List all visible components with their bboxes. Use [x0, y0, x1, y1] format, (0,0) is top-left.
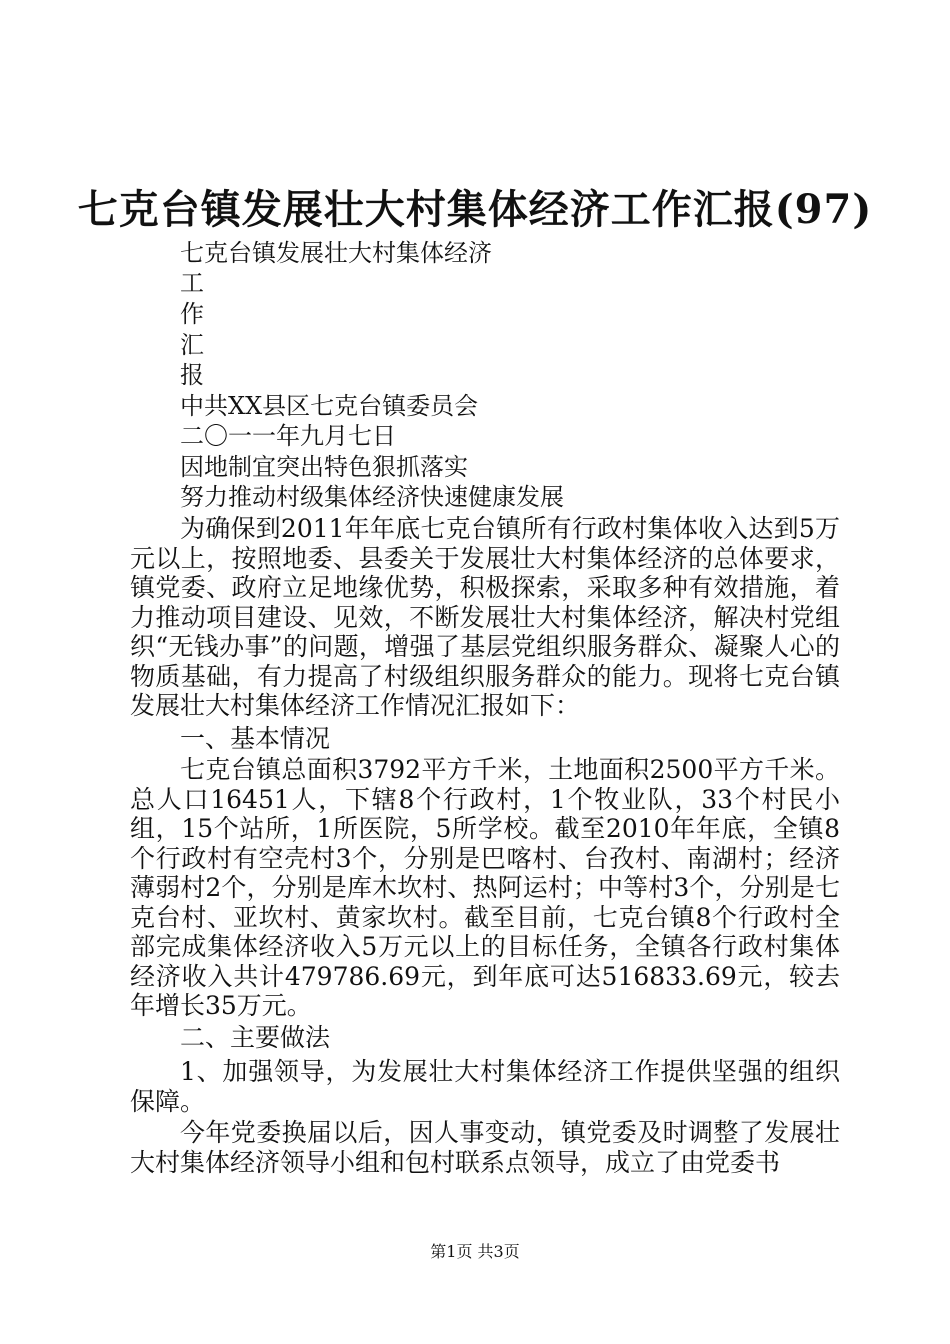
header-line: 作 [180, 300, 204, 328]
body-paragraph: 今年党委换届以后，因人事变动，镇党委及时调整了发展壮大村集体经济领导小组和包村联系点领导，成立了由党委书 [130, 1118, 840, 1177]
author-line: 中共XX县区七克台镇委员会 [180, 392, 479, 420]
sub-heading: 1、加强领导，为发展壮大村集体经济工作提供坚强的组织保障。 [130, 1057, 840, 1116]
basic-info-paragraph: 七克台镇总面积3792平方千米，土地面积2500平方千米。总人口16451人，下辖8个行政村，1个牧业队，33个村民小组，15个站所，1所医院，5所学校。截至2010年年底，全镇8个行政村有空壳村3个，分别是巴喀村、台孜村、南湖村；经济薄弱村2个，分别是库木坎村、热阿运村；中等村3个，分别是七克台村、亚坎村、黄家坎村。截至目前，七克台镇8个行政村全部完成集体经济收入5万元以上的目标任务，全镇各行政村集体经济收入共计479786.69元，到年底可达516833.69元，较去年增长35万元。 [130, 755, 840, 1020]
header-line: 工 [180, 269, 204, 297]
page-footer: 第1页 共3页 [430, 1242, 520, 1261]
subtitle-line: 因地制宜突出特色狠抓落实 [180, 453, 468, 481]
header-line: 汇 [180, 331, 204, 359]
header-line: 报 [180, 361, 204, 389]
document-title: 七克台镇发展壮大村集体经济工作汇报(97) [77, 186, 873, 233]
intro-paragraph: 为确保到2011年年底七克台镇所有行政村集体收入达到5万元以上，按照地委、县委关于发展壮大村集体经济的总体要求，镇党委、政府立足地缘优势，积极探索，采取多种有效措施，着力推动项目建设、见效，不断发展壮大村集体经济，解决村党组织“无钱办事”的问题，增强了基层党组织服务群众、凝聚人心的物质基础，有力提高了村级组织服务群众的能力。现将七克台镇发展壮大村集体经济工作情况汇报如下： [130, 514, 840, 720]
section-heading: 二、主要做法 [180, 1023, 331, 1052]
subtitle-line: 努力推动村级集体经济快速健康发展 [180, 483, 564, 511]
section-heading: 一、基本情况 [180, 724, 331, 753]
date-line: 二〇一一年九月七日 [180, 422, 396, 450]
header-line: 七克台镇发展壮大村集体经济 [180, 239, 492, 267]
